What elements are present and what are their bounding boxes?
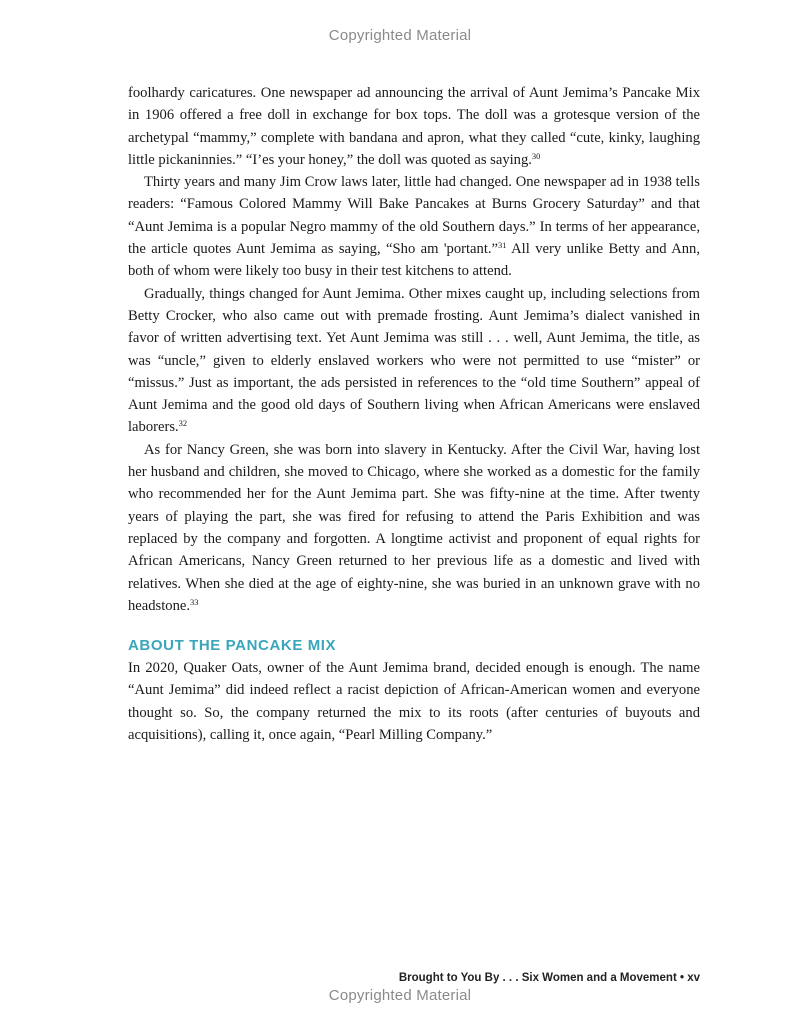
- footnote-ref: 33: [190, 596, 199, 607]
- paragraph-text: Thirty years and many Jim Crow laws later, little had changed. One newspaper ad in 1938 tells readers: “Famous Colored Mammy Will Bake Pancakes at Burns Grocery Saturday” and that “Aunt Jemima is a popular Negro mammy of the old Southern days.” In terms of her appearance, the article quotes Aunt Jemima as saying, “Sho am 'portant.”: [128, 174, 700, 258]
- section-paragraph: In 2020, Quaker Oats, owner of the Aunt Jemima brand, decided enough is enough. The name “Aunt Jemima” did indeed reflect a racist depiction of African-American women and everyone thought so. So, the company returned the mix to its roots (after centuries of buyouts and acquisitions), calling it, once again, “Pearl Milling Company.”: [128, 660, 700, 744]
- page-body: [128, 82, 700, 746]
- footnote-ref: 30: [531, 150, 541, 161]
- copyright-watermark-bottom: Copyrighted Material: [328, 987, 472, 1004]
- section-heading: ABOUT THE PANCAKE MIX: [128, 637, 337, 655]
- footnote-ref: 32: [178, 418, 188, 429]
- paragraph-text-continued: All very unlike Betty and Ann, both of whom were likely too busy in their test kitchens to attend.: [128, 241, 700, 280]
- paragraph: [128, 439, 700, 617]
- paragraph-text: As for Nancy Green, she was born into slavery in Kentucky. After the Civil War, having lost her husband and children, she moved to Chicago, where she worked as a domestic for the family who recommended her for the Aunt Jemima part. She was fifty-nine at the time. After twenty years of playing the part, she was fired for refusing to attend the Paris Exhibition and was replaced by the company and forgotten. A longtime activist and proponent of equal rights for African Americans, Nancy Green returned to her previous life as a domestic and lived with relatives. When she died at the age of eighty-nine, she was buried in an unknown grave with no headstone.: [128, 441, 700, 614]
- paragraph: [128, 82, 700, 171]
- paragraph: [128, 283, 700, 439]
- footnote-ref: 31: [498, 240, 507, 251]
- paragraph-text: foolhardy caricatures. One newspaper ad announcing the arrival of Aunt Jemima’s Pancake Mix in 1906 offered a free doll in exchange for box tops. The doll was a grotesque version of the archetypal “mammy,” complete with bandana and apron, what they called “cute, kinky, laughing little pickaninnies.” “I’es your honey,” the doll was quoted as saying.: [128, 85, 700, 168]
- paragraph: [128, 171, 700, 282]
- running-footer: Brought to You By . . . Six Women and a Movement • xv: [398, 972, 700, 984]
- copyright-watermark-top: Copyrighted Material: [328, 27, 472, 44]
- paragraph-text: Gradually, things changed for Aunt Jemima. Other mixes caught up, including selections from Betty Crocker, who also came out with premade frosting. Aunt Jemima’s dialect vanished in favor of written advertising text. Yet Aunt Jemima was still . . . well, Aunt Jemima, the title, as was “uncle,” given to elderly enslaved workers who were not permitted to use “mister” or “missus.” Just as important, the ads persisted in references to the “old time Southern” appeal of Aunt Jemima and the good old days of Southern living when African Americans were enslaved laborers.: [128, 285, 700, 436]
